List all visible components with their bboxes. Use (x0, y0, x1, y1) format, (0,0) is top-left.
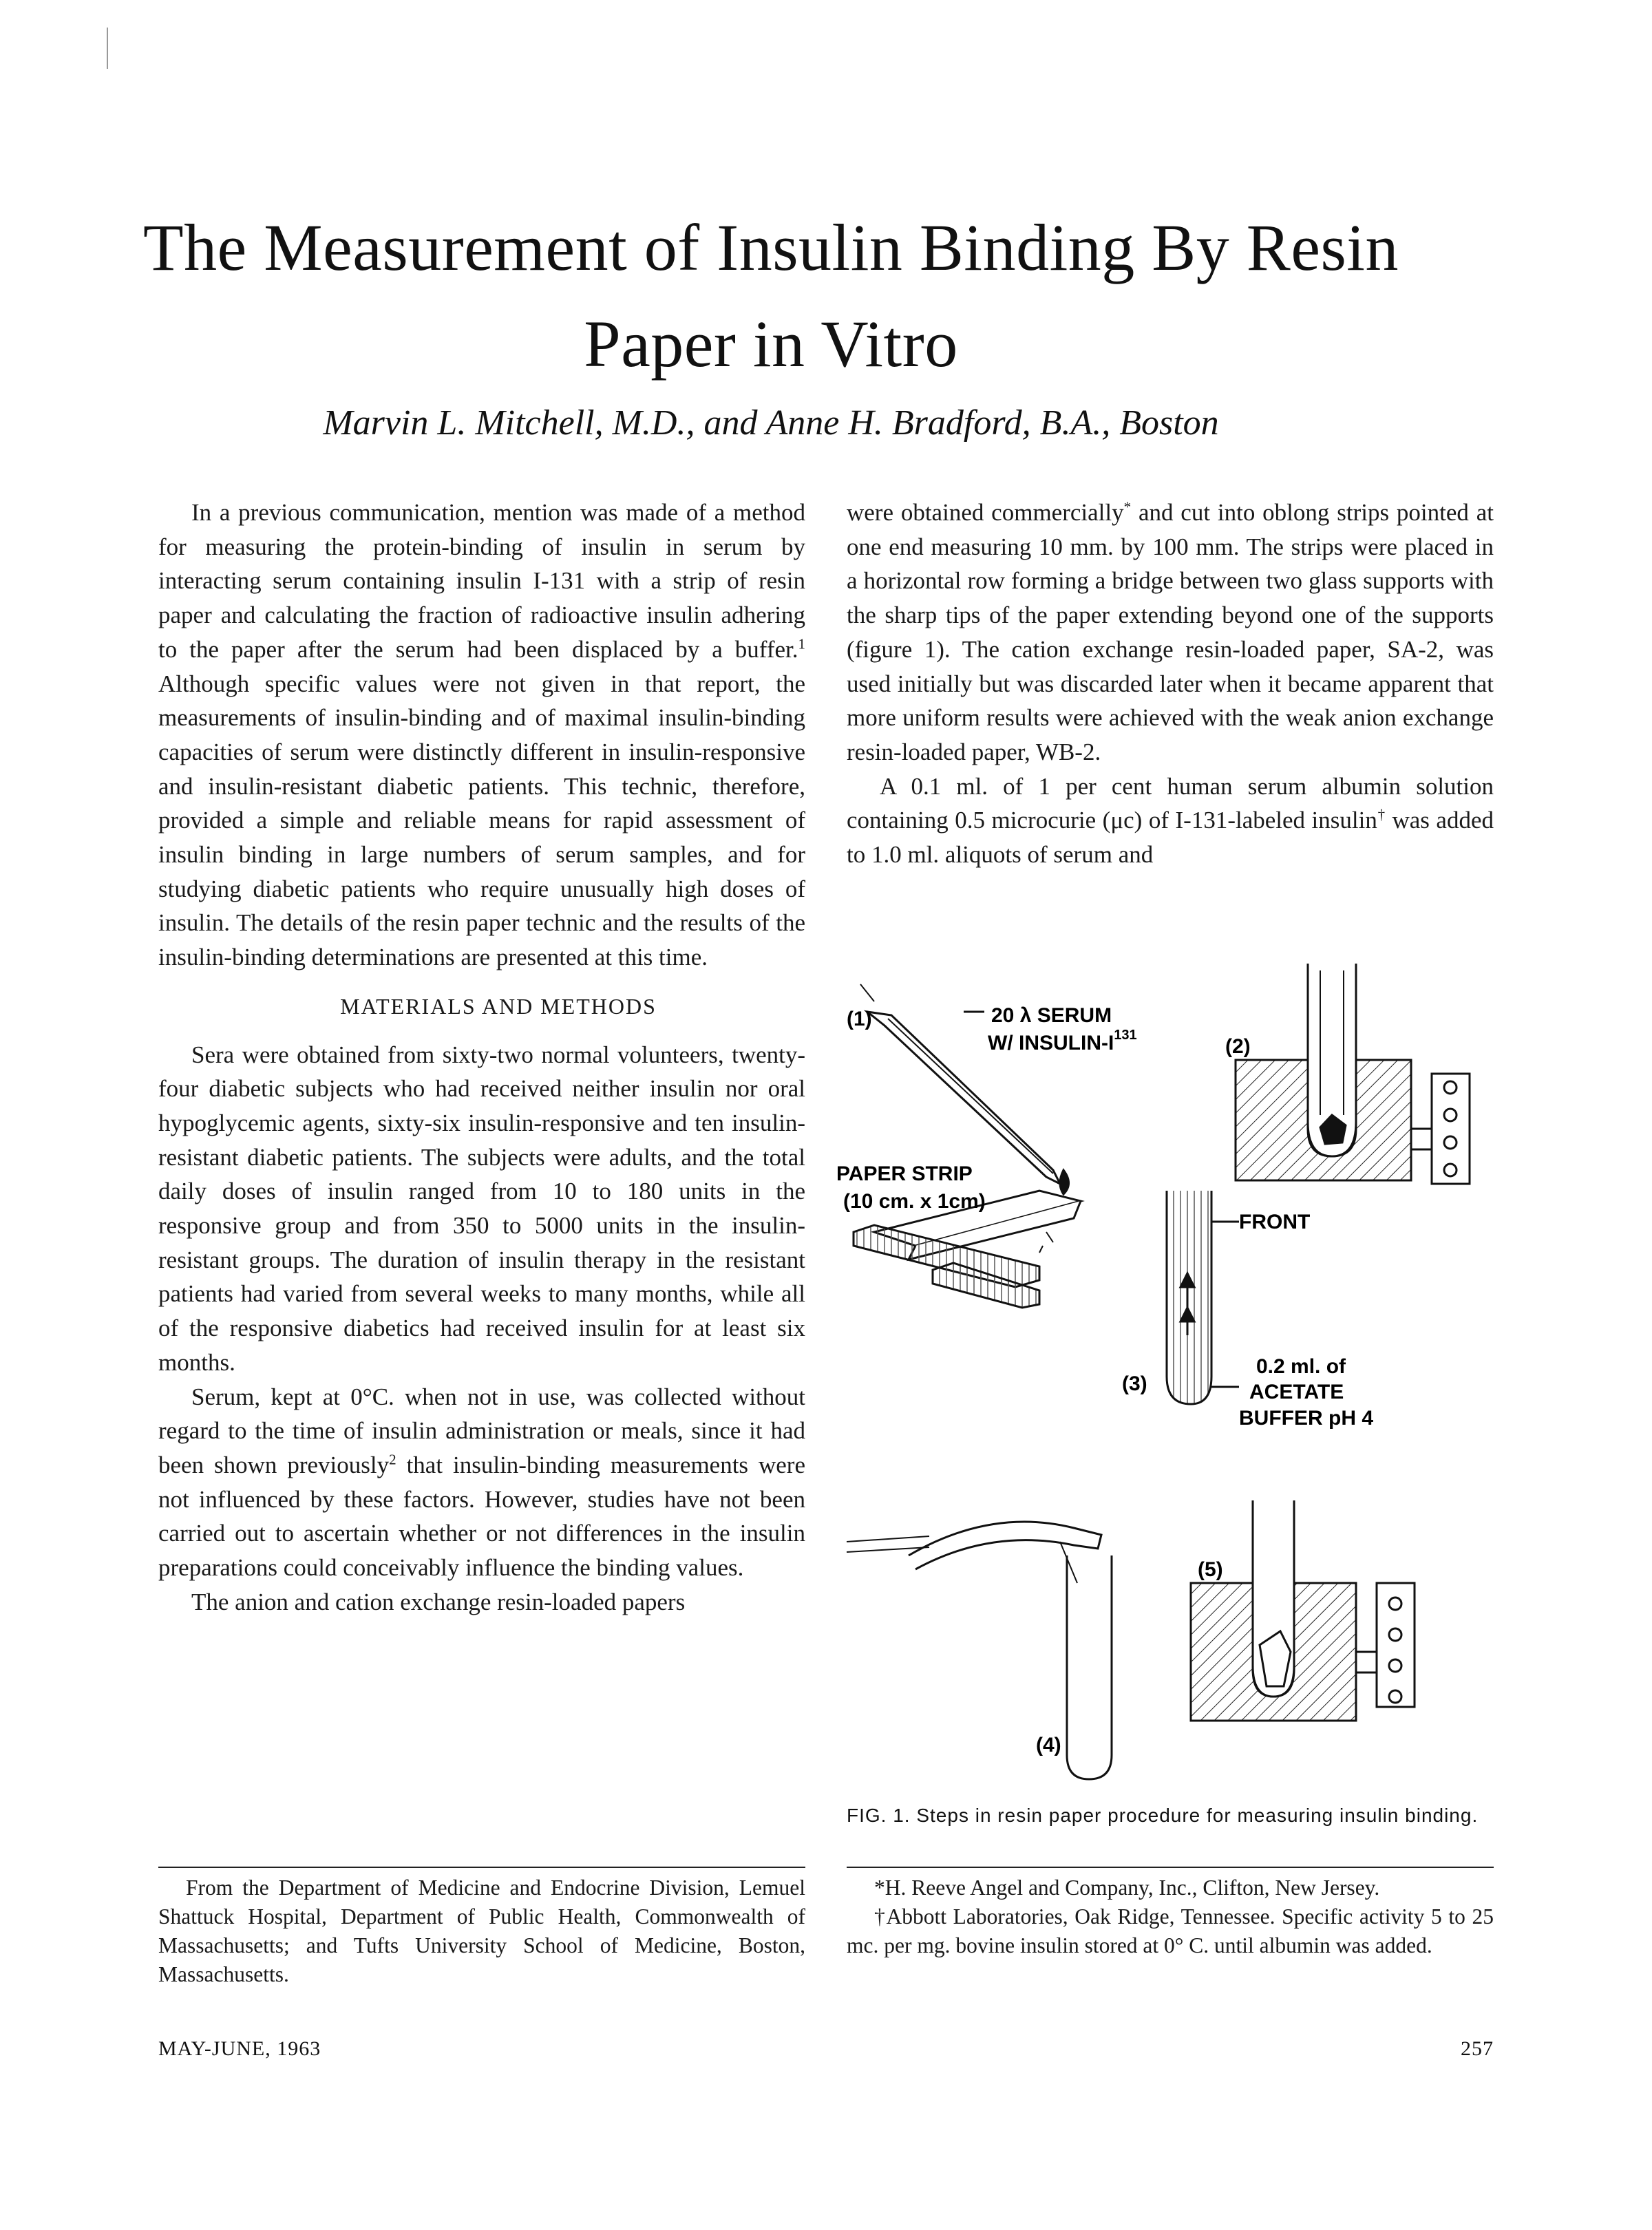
step-2-label: (2) (1225, 1035, 1251, 1058)
footnote-rule-left (158, 1867, 805, 1868)
buffer-label-2: ACETATE (1249, 1381, 1344, 1403)
affiliation-footnote: From the Department of Medicine and Endocrine Division, Lemuel Shattuck Hospital, Department of Public Health, Commonwealth of Massachusetts; and Tufts University School of Medicine, Boston, Massachusetts. (158, 1876, 805, 1986)
intro-paragraph: In a previous communication, mention was made of a method for measuring the protein-binding of insulin in serum by interacting serum containing insulin I-131 with a strip of resin paper and calculating the fraction of radioactive insulin adhering to the paper after the serum had been displaced by a buffer.$^1$ Although specific values were not given in that report, the measurements of insulin-binding and of maximal insulin-binding capacities of serum were distinctly different in insulin-responsive and insulin-resistant diabetic patients. This technic, therefore, provided a simple and reliable means for rapid assessment of insulin binding in large numbers of serum samples, and for studying diabetic patients who require unusually high doses of insulin. The details of the resin paper technic and the results of the insulin-binding determinations are presented at this time. (158, 499, 805, 971)
scan-mark (107, 28, 108, 69)
step-4-drawing (847, 1522, 1112, 1779)
step-3-label: (3) (1122, 1372, 1147, 1395)
footnote-rule-right (847, 1867, 1494, 1868)
left-column (158, 496, 805, 1620)
step-4-label: (4) (1036, 1734, 1061, 1756)
step-5-label: (5) (1198, 1558, 1223, 1581)
albumin-paragraph: A 0.1 ml. of 1 per cent human serum albumin solution containing 0.5 microcurie (μc) of I-131-labeled insulin† was added to 1.0 ml. aliquots of serum and (847, 772, 1494, 869)
front-label: FRONT (1239, 1211, 1311, 1233)
paper-dims-label: (10 cm. x 1cm) (843, 1190, 986, 1213)
buffer-label-1: 0.2 ml. of (1256, 1355, 1346, 1378)
issue-date: MAY-JUNE, 1963 (158, 2037, 321, 2060)
section-heading: MATERIALS AND METHODS (340, 993, 657, 1019)
continuation-paragraph: were obtained commercially* and cut into oblong strips pointed at one end measuring 10 mm. by 100 mm. The strips were placed in a horizontal row forming a bridge between two glass supports with the sharp tips of the paper extending beyond one of the supports (figure 1). The cation exchange resin-loaded paper, SA-2, was used initially but was discarded later when it became apparent that more uniform results were achieved with the weak anion exchange resin-loaded paper, WB-2. (847, 498, 1494, 765)
figure-1 (826, 964, 1514, 1783)
page-number: 257 (1461, 2037, 1494, 2060)
buffer-label-3: BUFFER pH 4 (1239, 1407, 1373, 1430)
article-authors: Marvin L. Mitchell, M.D., and Anne H. Bradford, B.A., Boston (323, 403, 1219, 443)
step-1-label: (1) (847, 1008, 872, 1030)
article-title: The Measurement of Insulin Binding By Resin Paper in Vitro (143, 211, 1399, 381)
serum-paragraph: Serum, kept at 0°C. when not in use, was collected without regard to the time of insulin administration or meals, since it had been shown previously$^2$ that insulin-binding measurements were not influenced by these factors. However, studies have not been carried out to ascertain whether or not differences in the insulin preparations could conceivably influence the binding values. (158, 1383, 805, 1582)
source-footnotes: *H. Reeve Angel and Company, Inc., Clifton, New Jersey. †Abbott Laboratories, Oak Ridge, Tennessee. Specific activity 5 to 25 mc. per mg. bovine insulin stored at 0° C. until albumin was added. (847, 1876, 1494, 1957)
insulin-label: W/ INSULIN-$I^{131}$ (988, 1028, 1137, 1054)
paper-strip-label: PAPER STRIP (836, 1162, 973, 1185)
figure-caption: FIG. 1. Steps in resin paper procedure for measuring insulin binding. (847, 1805, 1479, 1826)
right-column (847, 496, 1494, 872)
step-3-drawing (1167, 1191, 1239, 1404)
step-5-drawing (1191, 1500, 1415, 1721)
methods-paragraph: Sera were obtained from sixty-two normal volunteers, twenty-four diabetic subjects who had received neither insulin nor oral hypoglycemic agents, sixty-six insulin-responsive and ten insulin-resistant diabetic patients. The subjects were adults, and the total daily doses of insulin ranged from 10 to 180 units in the responsive group and from 350 to 5000 units in the insulin-resistant groups. The duration of insulin therapy in the resistant patients had varied from several weeks to many months, while all of the responsive diabetics had received insulin for at least six months. (158, 1041, 805, 1376)
serum-label: 20 λ SERUM (991, 1004, 1112, 1027)
step-2-drawing (1236, 964, 1470, 1184)
papers-paragraph: The anion and cation exchange resin-loaded papers (191, 1588, 686, 1615)
